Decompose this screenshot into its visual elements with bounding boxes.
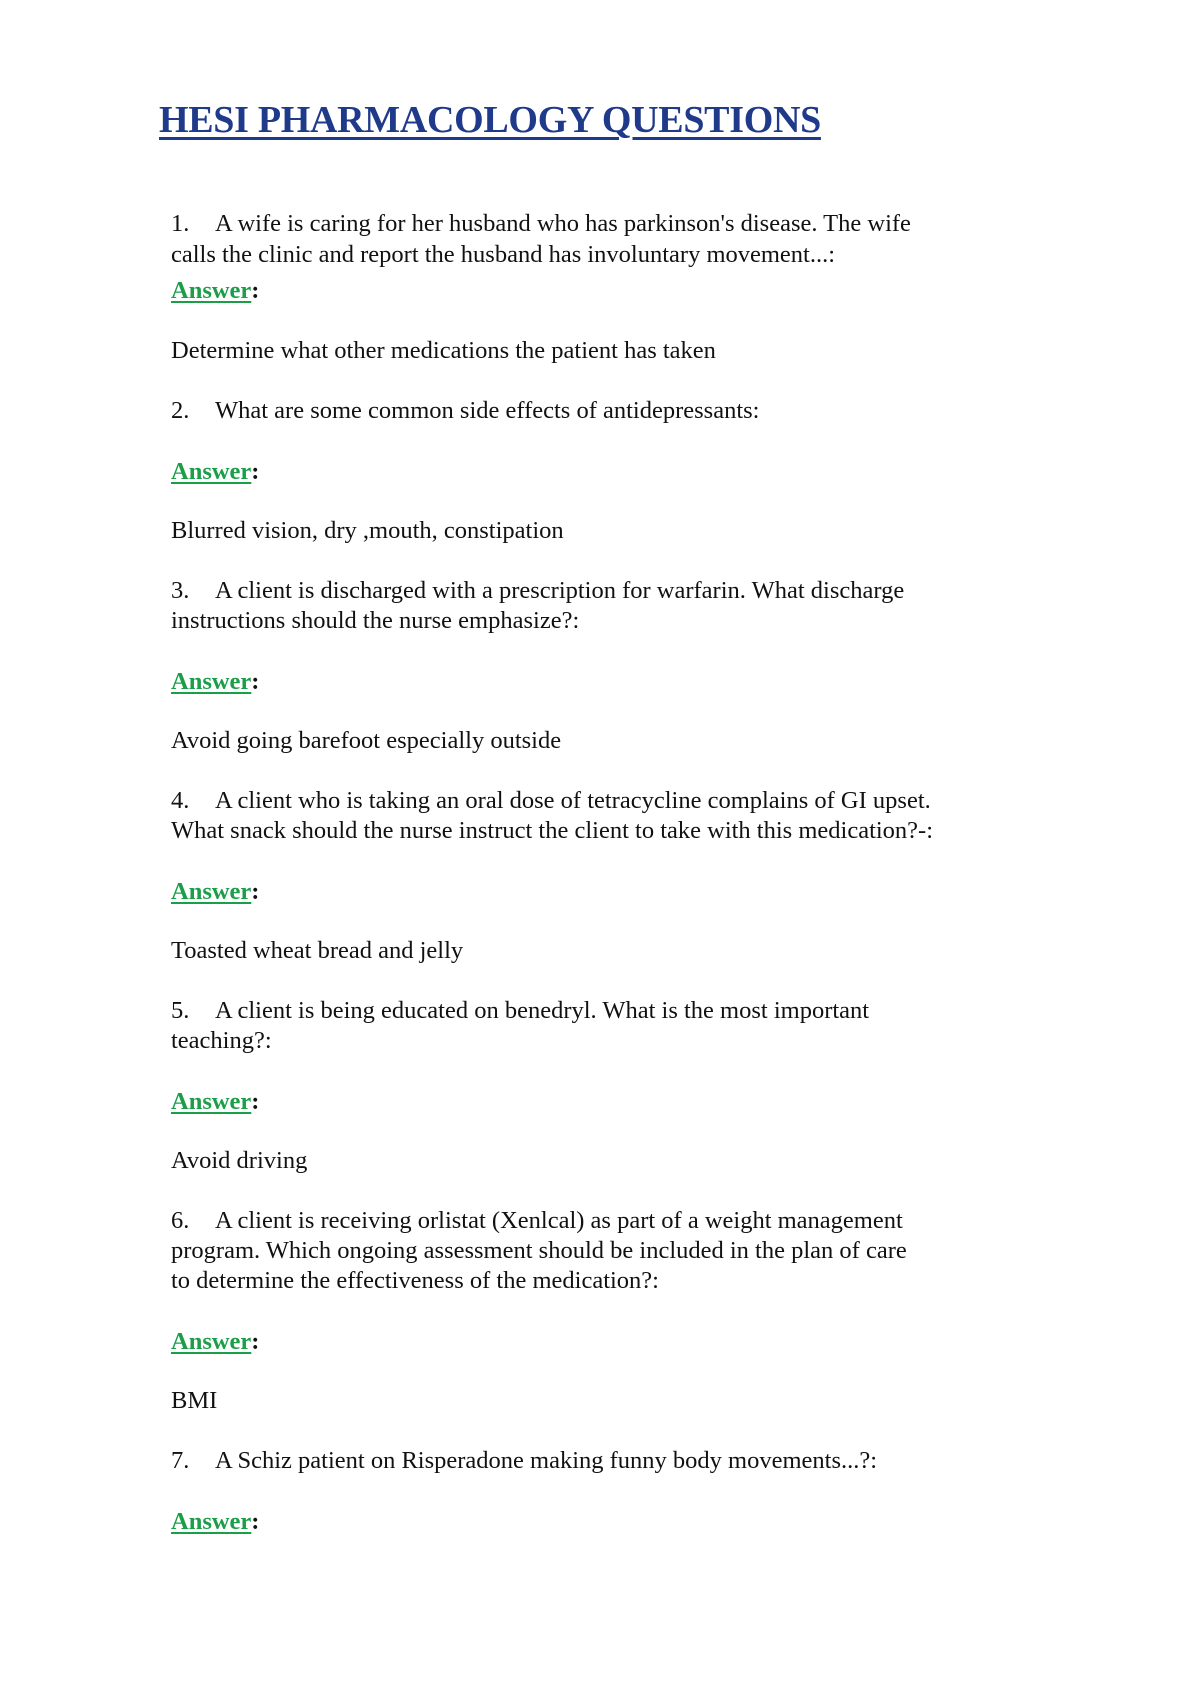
question-text: A client is being educated on benedryl. What is the most important <box>215 997 870 1024</box>
question-1-line-1 <box>171 208 911 240</box>
question-text: A wife is caring for her husband who has parkinson's disease. The wife <box>215 210 911 237</box>
answer-word: Answer <box>171 1508 252 1535</box>
question-7-line-1 <box>171 1445 877 1477</box>
answer-label-1 <box>171 275 259 307</box>
answer-label-4 <box>171 876 259 908</box>
question-text: A client is discharged with a prescription for warfarin. What discharge <box>215 577 905 604</box>
question-2-line-1 <box>171 395 760 427</box>
question-6-line-2: program. Which ongoing assessment should be included in the plan of care <box>171 1237 907 1264</box>
answer-text-2: Blurred vision, dry ,mouth, constipation <box>171 517 564 544</box>
answer-colon: : <box>251 1508 260 1535</box>
question-text: What are some common side effects of antidepressants: <box>215 397 760 424</box>
answer-word: Answer <box>171 277 252 304</box>
question-number: 1. <box>171 210 190 237</box>
document-title: HESI PHARMACOLOGY QUESTIONS <box>159 99 821 141</box>
question-1-line-2: calls the clinic and report the husband has involuntary movement...: <box>171 241 836 268</box>
question-number: 6. <box>171 1207 190 1234</box>
answer-text-3: Avoid going barefoot especially outside <box>171 727 562 754</box>
answer-label-5 <box>171 1086 259 1118</box>
question-6-line-3: to determine the effectiveness of the medication?: <box>171 1267 659 1294</box>
question-4-line-2: What snack should the nurse instruct the client to take with this medication?-: <box>171 817 934 844</box>
question-3-line-1 <box>171 575 904 607</box>
answer-text-5: Avoid driving <box>171 1147 308 1174</box>
question-4-line-1 <box>171 785 931 817</box>
answer-label-6 <box>171 1326 259 1358</box>
answer-text-1: Determine what other medications the patient has taken <box>171 337 716 364</box>
question-number: 7. <box>171 1447 190 1474</box>
answer-text-6: BMI <box>171 1387 218 1414</box>
question-text: A Schiz patient on Risperadone making funny body movements...?: <box>215 1447 878 1474</box>
answer-word: Answer <box>171 668 252 695</box>
question-6-line-1 <box>171 1205 903 1237</box>
question-3-line-2: instructions should the nurse emphasize?: <box>171 607 580 634</box>
answer-colon: : <box>251 277 260 304</box>
answer-colon: : <box>251 878 260 905</box>
question-number: 4. <box>171 787 190 814</box>
answer-colon: : <box>251 1328 260 1355</box>
question-number: 5. <box>171 997 190 1024</box>
question-text: A client is receiving orlistat (Xenlcal) as part of a weight management <box>215 1207 903 1234</box>
question-number: 3. <box>171 577 190 604</box>
answer-label-7 <box>171 1506 259 1538</box>
answer-colon: : <box>251 1088 260 1115</box>
question-5-line-1 <box>171 995 869 1027</box>
answer-word: Answer <box>171 1328 252 1355</box>
answer-word: Answer <box>171 458 252 485</box>
question-text: A client who is taking an oral dose of tetracycline complains of GI upset. <box>215 787 931 814</box>
answer-label-2 <box>171 456 259 488</box>
answer-label-3 <box>171 666 259 698</box>
question-5-line-2: teaching?: <box>171 1027 272 1054</box>
answer-word: Answer <box>171 878 252 905</box>
answer-colon: : <box>251 458 260 485</box>
answer-colon: : <box>251 668 260 695</box>
question-number: 2. <box>171 397 190 424</box>
answer-text-4: Toasted wheat bread and jelly <box>171 937 464 964</box>
answer-word: Answer <box>171 1088 252 1115</box>
